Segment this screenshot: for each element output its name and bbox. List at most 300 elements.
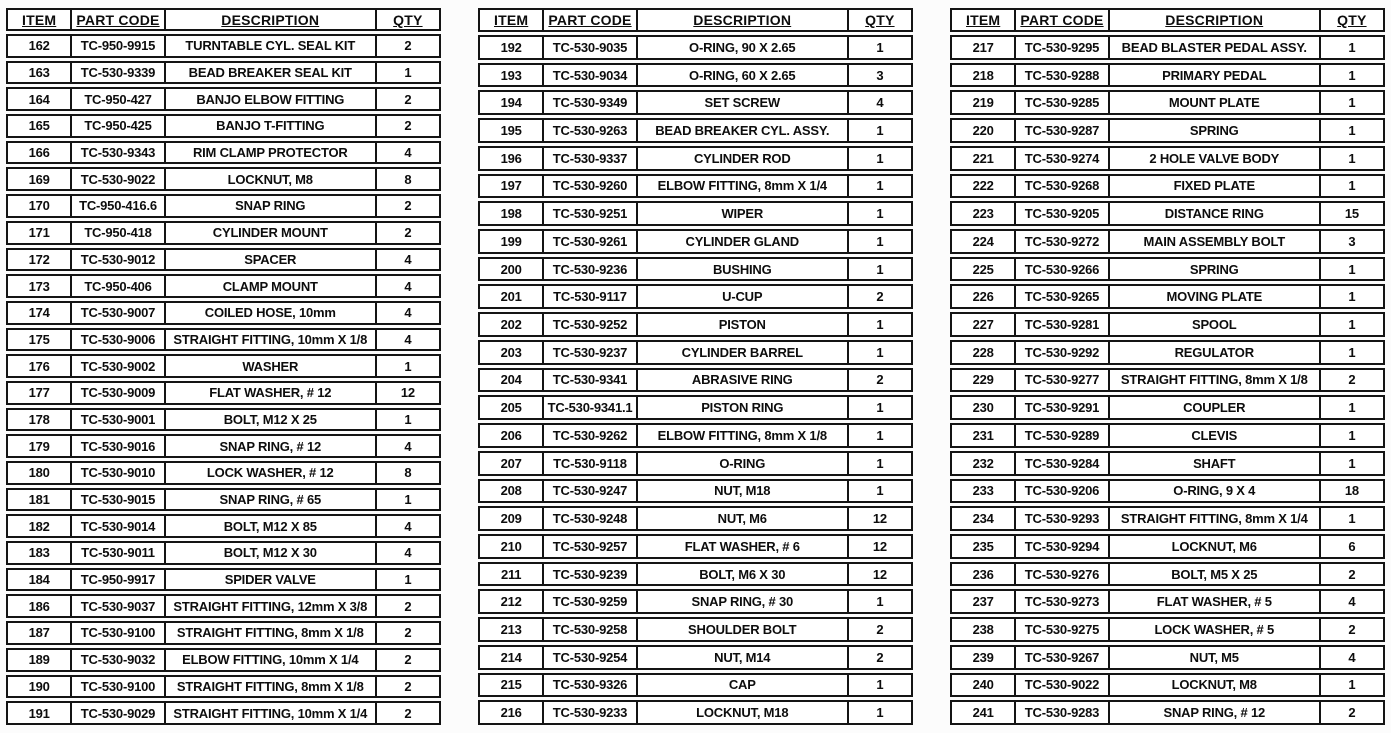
description-cell: MOUNT PLATE xyxy=(1109,90,1320,115)
description-cell: LOCKNUT, M8 xyxy=(1109,673,1320,698)
description-cell: WASHER xyxy=(165,354,376,378)
part-code-cell: TC-950-9917 xyxy=(71,568,165,592)
part-code-cell: TC-530-9001 xyxy=(71,408,165,432)
item-cell: 217 xyxy=(950,35,1015,60)
item-cell: 237 xyxy=(950,589,1015,614)
description-cell: MAIN ASSEMBLY BOLT xyxy=(1109,229,1320,254)
table-row xyxy=(6,141,441,165)
qty-cell: 4 xyxy=(376,274,441,298)
table-row xyxy=(950,479,1385,504)
qty-cell: 1 xyxy=(376,568,441,592)
description-cell: BOLT, M5 X 25 xyxy=(1109,562,1320,587)
item-cell: 226 xyxy=(950,284,1015,309)
part-code-cell: TC-530-9251 xyxy=(543,201,637,226)
description-cell: CLAMP MOUNT xyxy=(165,274,376,298)
table-row xyxy=(478,90,913,115)
item-cell: 183 xyxy=(6,541,71,565)
description-cell: O-RING xyxy=(637,451,848,476)
table-row xyxy=(950,617,1385,642)
part-code-cell: TC-530-9022 xyxy=(71,167,165,191)
description-cell: SPRING xyxy=(1109,118,1320,143)
item-cell: 209 xyxy=(478,506,543,531)
qty-cell: 1 xyxy=(1320,63,1385,88)
part-code-cell: TC-530-9291 xyxy=(1015,395,1109,420)
description-cell: CAP xyxy=(637,673,848,698)
description-cell: SHOULDER BOLT xyxy=(637,617,848,642)
table-row xyxy=(950,174,1385,199)
qty-cell: 4 xyxy=(1320,645,1385,670)
table-row xyxy=(478,118,913,143)
description-cell: RIM CLAMP PROTECTOR xyxy=(165,141,376,165)
item-cell: 224 xyxy=(950,229,1015,254)
part-code-cell: TC-530-9262 xyxy=(543,423,637,448)
qty-cell: 4 xyxy=(848,90,913,115)
qty-cell: 2 xyxy=(848,645,913,670)
description-cell: BOLT, M12 X 25 xyxy=(165,408,376,432)
part-code-cell: TC-530-9037 xyxy=(71,594,165,618)
part-code-cell: TC-530-9258 xyxy=(543,617,637,642)
part-code-cell: TC-530-9266 xyxy=(1015,257,1109,282)
part-code-cell: TC-530-9283 xyxy=(1015,700,1109,725)
table-row xyxy=(6,221,441,245)
item-cell: 189 xyxy=(6,648,71,672)
item-cell: 238 xyxy=(950,617,1015,642)
table-row xyxy=(6,541,441,565)
item-cell: 208 xyxy=(478,479,543,504)
table-row xyxy=(6,274,441,298)
description-cell: STRAIGHT FITTING, 8mm X 1/8 xyxy=(165,675,376,699)
table-row xyxy=(478,63,913,88)
qty-cell: 1 xyxy=(848,589,913,614)
part-code-cell: TC-530-9276 xyxy=(1015,562,1109,587)
part-code-cell: TC-530-9285 xyxy=(1015,90,1109,115)
qty-cell: 18 xyxy=(1320,479,1385,504)
table-row xyxy=(478,673,913,698)
qty-cell: 1 xyxy=(848,146,913,171)
description-cell: FLAT WASHER, # 5 xyxy=(1109,589,1320,614)
description-cell: STRAIGHT FITTING, 12mm X 3/8 xyxy=(165,594,376,618)
qty-cell: 1 xyxy=(848,257,913,282)
part-code-cell: TC-950-427 xyxy=(71,87,165,111)
item-cell: 194 xyxy=(478,90,543,115)
part-code-cell: TC-530-9237 xyxy=(543,340,637,365)
table-row xyxy=(950,673,1385,698)
part-code-cell: TC-530-9288 xyxy=(1015,63,1109,88)
part-code-cell: TC-530-9012 xyxy=(71,248,165,272)
item-cell: 234 xyxy=(950,506,1015,531)
qty-cell: 1 xyxy=(1320,174,1385,199)
table-row xyxy=(478,645,913,670)
qty-cell: 1 xyxy=(848,312,913,337)
qty-cell: 1 xyxy=(1320,423,1385,448)
item-cell: 166 xyxy=(6,141,71,165)
description-cell: SNAP RING xyxy=(165,194,376,218)
item-cell: 171 xyxy=(6,221,71,245)
description-cell: CLEVIS xyxy=(1109,423,1320,448)
item-cell: 170 xyxy=(6,194,71,218)
table-row xyxy=(950,90,1385,115)
table-row xyxy=(478,340,913,365)
item-cell: 216 xyxy=(478,700,543,725)
part-code-cell: TC-950-425 xyxy=(71,114,165,138)
description-cell: CYLINDER ROD xyxy=(637,146,848,171)
part-code-cell: TC-530-9010 xyxy=(71,461,165,485)
part-code-cell: TC-530-9274 xyxy=(1015,146,1109,171)
description-cell: O-RING, 9 X 4 xyxy=(1109,479,1320,504)
qty-cell: 4 xyxy=(1320,589,1385,614)
description-cell: CYLINDER BARREL xyxy=(637,340,848,365)
description-cell: COILED HOSE, 10mm xyxy=(165,301,376,325)
item-cell: 225 xyxy=(950,257,1015,282)
description-cell: REGULATOR xyxy=(1109,340,1320,365)
part-code-cell: TC-950-9915 xyxy=(71,34,165,58)
part-code-cell: TC-530-9011 xyxy=(71,541,165,565)
table-row xyxy=(478,534,913,559)
qty-cell: 1 xyxy=(848,700,913,725)
description-cell: ELBOW FITTING, 8mm X 1/4 xyxy=(637,174,848,199)
part-code-cell: TC-530-9014 xyxy=(71,514,165,538)
part-code-cell: TC-530-9009 xyxy=(71,381,165,405)
qty-cell: 12 xyxy=(376,381,441,405)
table-row xyxy=(478,229,913,254)
qty-cell: 1 xyxy=(376,488,441,512)
qty-cell: 1 xyxy=(1320,395,1385,420)
part-code-cell: TC-530-9016 xyxy=(71,434,165,458)
table-row xyxy=(950,284,1385,309)
table-row xyxy=(950,700,1385,725)
part-code-cell: TC-530-9248 xyxy=(543,506,637,531)
qty-cell: 1 xyxy=(848,118,913,143)
description-cell: BEAD BREAKER SEAL KIT xyxy=(165,61,376,85)
item-cell: 164 xyxy=(6,87,71,111)
item-cell: 220 xyxy=(950,118,1015,143)
item-cell: 181 xyxy=(6,488,71,512)
table-row xyxy=(950,562,1385,587)
item-cell: 162 xyxy=(6,34,71,58)
qty-cell: 4 xyxy=(376,514,441,538)
table-row xyxy=(950,146,1385,171)
part-code-cell: TC-530-9284 xyxy=(1015,451,1109,476)
description-cell: PISTON xyxy=(637,312,848,337)
table-row xyxy=(478,257,913,282)
qty-cell: 1 xyxy=(1320,451,1385,476)
part-code-cell: TC-530-9293 xyxy=(1015,506,1109,531)
qty-cell: 1 xyxy=(1320,673,1385,698)
part-code-cell: TC-530-9277 xyxy=(1015,368,1109,393)
description-cell: LOCK WASHER, # 5 xyxy=(1109,617,1320,642)
qty-cell: 2 xyxy=(376,114,441,138)
description-cell: CYLINDER GLAND xyxy=(637,229,848,254)
part-code-cell: TC-530-9339 xyxy=(71,61,165,85)
table-row xyxy=(478,700,913,725)
part-code-cell: TC-530-9029 xyxy=(71,701,165,725)
description-cell: FLAT WASHER, # 6 xyxy=(637,534,848,559)
qty-cell: 12 xyxy=(848,506,913,531)
column-header-part-code: PART CODE xyxy=(71,8,165,31)
description-cell: BOLT, M12 X 85 xyxy=(165,514,376,538)
qty-cell: 1 xyxy=(848,423,913,448)
table-row xyxy=(950,257,1385,282)
part-code-cell: TC-530-9341 xyxy=(543,368,637,393)
column-header-description: DESCRIPTION xyxy=(1109,8,1320,32)
description-cell: SET SCREW xyxy=(637,90,848,115)
item-cell: 180 xyxy=(6,461,71,485)
column-header-part-code: PART CODE xyxy=(1015,8,1109,32)
item-cell: 199 xyxy=(478,229,543,254)
table-row xyxy=(950,63,1385,88)
item-cell: 236 xyxy=(950,562,1015,587)
description-cell: SPIDER VALVE xyxy=(165,568,376,592)
qty-cell: 2 xyxy=(376,701,441,725)
item-cell: 204 xyxy=(478,368,543,393)
item-cell: 198 xyxy=(478,201,543,226)
qty-cell: 2 xyxy=(376,87,441,111)
qty-cell: 2 xyxy=(848,368,913,393)
item-cell: 182 xyxy=(6,514,71,538)
item-cell: 202 xyxy=(478,312,543,337)
item-cell: 213 xyxy=(478,617,543,642)
qty-cell: 4 xyxy=(376,434,441,458)
qty-cell: 1 xyxy=(1320,340,1385,365)
part-code-cell: TC-530-9100 xyxy=(71,621,165,645)
qty-cell: 2 xyxy=(1320,368,1385,393)
part-code-cell: TC-530-9118 xyxy=(543,451,637,476)
part-code-cell: TC-530-9002 xyxy=(71,354,165,378)
part-code-cell: TC-530-9341.1 xyxy=(543,395,637,420)
item-cell: 163 xyxy=(6,61,71,85)
item-cell: 222 xyxy=(950,174,1015,199)
table-row xyxy=(478,201,913,226)
qty-cell: 6 xyxy=(1320,534,1385,559)
column-header-description: DESCRIPTION xyxy=(637,8,848,32)
qty-cell: 1 xyxy=(848,479,913,504)
item-cell: 206 xyxy=(478,423,543,448)
qty-cell: 2 xyxy=(848,284,913,309)
qty-cell: 1 xyxy=(848,340,913,365)
table-row xyxy=(6,114,441,138)
column-header-qty: QTY xyxy=(376,8,441,31)
item-cell: 179 xyxy=(6,434,71,458)
item-cell: 230 xyxy=(950,395,1015,420)
description-cell: BOLT, M6 X 30 xyxy=(637,562,848,587)
table-row xyxy=(6,61,441,85)
table-row xyxy=(6,301,441,325)
table-row xyxy=(6,514,441,538)
part-code-cell: TC-530-9289 xyxy=(1015,423,1109,448)
qty-cell: 2 xyxy=(848,617,913,642)
description-cell: WIPER xyxy=(637,201,848,226)
description-cell: SNAP RING, # 30 xyxy=(637,589,848,614)
part-code-cell: TC-530-9034 xyxy=(543,63,637,88)
qty-cell: 2 xyxy=(1320,562,1385,587)
item-cell: 186 xyxy=(6,594,71,618)
item-cell: 175 xyxy=(6,328,71,352)
item-cell: 173 xyxy=(6,274,71,298)
item-cell: 214 xyxy=(478,645,543,670)
item-cell: 201 xyxy=(478,284,543,309)
header-row xyxy=(950,8,1385,32)
description-cell: SNAP RING, # 65 xyxy=(165,488,376,512)
part-code-cell: TC-530-9343 xyxy=(71,141,165,165)
description-cell: SPACER xyxy=(165,248,376,272)
description-cell: STRAIGHT FITTING, 8mm X 1/8 xyxy=(165,621,376,645)
column-header-part-code: PART CODE xyxy=(543,8,637,32)
part-code-cell: TC-530-9326 xyxy=(543,673,637,698)
table-row xyxy=(6,381,441,405)
description-cell: CYLINDER MOUNT xyxy=(165,221,376,245)
column-header-item: ITEM xyxy=(478,8,543,32)
qty-cell: 1 xyxy=(848,35,913,60)
table-row xyxy=(6,594,441,618)
item-cell: 169 xyxy=(6,167,71,191)
item-cell: 232 xyxy=(950,451,1015,476)
description-cell: BUSHING xyxy=(637,257,848,282)
table-row xyxy=(950,118,1385,143)
qty-cell: 4 xyxy=(376,541,441,565)
table-row xyxy=(950,229,1385,254)
description-cell: LOCKNUT, M6 xyxy=(1109,534,1320,559)
part-code-cell: TC-530-9022 xyxy=(1015,673,1109,698)
part-code-cell: TC-950-418 xyxy=(71,221,165,245)
part-code-cell: TC-530-9273 xyxy=(1015,589,1109,614)
item-cell: 210 xyxy=(478,534,543,559)
part-code-cell: TC-530-9206 xyxy=(1015,479,1109,504)
description-cell: NUT, M5 xyxy=(1109,645,1320,670)
table-row xyxy=(478,35,913,60)
description-cell: SPOOL xyxy=(1109,312,1320,337)
part-code-cell: TC-530-9294 xyxy=(1015,534,1109,559)
part-code-cell: TC-530-9205 xyxy=(1015,201,1109,226)
part-code-cell: TC-530-9006 xyxy=(71,328,165,352)
part-code-cell: TC-530-9252 xyxy=(543,312,637,337)
item-cell: 228 xyxy=(950,340,1015,365)
table-row xyxy=(6,354,441,378)
table-row xyxy=(6,434,441,458)
table-row xyxy=(950,451,1385,476)
description-cell: COUPLER xyxy=(1109,395,1320,420)
description-cell: MOVING PLATE xyxy=(1109,284,1320,309)
item-cell: 176 xyxy=(6,354,71,378)
item-cell: 215 xyxy=(478,673,543,698)
qty-cell: 1 xyxy=(848,201,913,226)
qty-cell: 1 xyxy=(848,174,913,199)
part-code-cell: TC-530-9349 xyxy=(543,90,637,115)
part-code-cell: TC-530-9254 xyxy=(543,645,637,670)
part-code-cell: TC-530-9337 xyxy=(543,146,637,171)
table-row xyxy=(6,675,441,699)
item-cell: 240 xyxy=(950,673,1015,698)
table-row xyxy=(950,534,1385,559)
table-row xyxy=(6,461,441,485)
description-cell: NUT, M18 xyxy=(637,479,848,504)
item-cell: 211 xyxy=(478,562,543,587)
table-row xyxy=(478,479,913,504)
qty-cell: 2 xyxy=(1320,700,1385,725)
table-row xyxy=(478,146,913,171)
qty-cell: 1 xyxy=(1320,146,1385,171)
qty-cell: 1 xyxy=(1320,118,1385,143)
qty-cell: 1 xyxy=(1320,257,1385,282)
parts-table-3 xyxy=(950,5,1385,728)
description-cell: BEAD BREAKER CYL. ASSY. xyxy=(637,118,848,143)
qty-cell: 1 xyxy=(376,61,441,85)
qty-cell: 1 xyxy=(1320,35,1385,60)
column-header-description: DESCRIPTION xyxy=(165,8,376,31)
part-code-cell: TC-530-9236 xyxy=(543,257,637,282)
column-header-item: ITEM xyxy=(6,8,71,31)
description-cell: ABRASIVE RING xyxy=(637,368,848,393)
table-row xyxy=(6,621,441,645)
part-code-cell: TC-950-406 xyxy=(71,274,165,298)
item-cell: 197 xyxy=(478,174,543,199)
item-cell: 165 xyxy=(6,114,71,138)
table-row xyxy=(478,395,913,420)
table-row xyxy=(950,589,1385,614)
table-row xyxy=(478,368,913,393)
description-cell: PISTON RING xyxy=(637,395,848,420)
item-cell: 193 xyxy=(478,63,543,88)
column-header-qty: QTY xyxy=(1320,8,1385,32)
item-cell: 184 xyxy=(6,568,71,592)
description-cell: LOCK WASHER, # 12 xyxy=(165,461,376,485)
qty-cell: 3 xyxy=(1320,229,1385,254)
item-cell: 196 xyxy=(478,146,543,171)
qty-cell: 2 xyxy=(376,675,441,699)
table-row xyxy=(478,617,913,642)
item-cell: 192 xyxy=(478,35,543,60)
item-cell: 187 xyxy=(6,621,71,645)
table-row xyxy=(6,167,441,191)
item-cell: 207 xyxy=(478,451,543,476)
description-cell: LOCKNUT, M18 xyxy=(637,700,848,725)
table-row xyxy=(478,312,913,337)
qty-cell: 1 xyxy=(1320,90,1385,115)
parts-table-1 xyxy=(6,5,441,728)
parts-table-2 xyxy=(478,5,913,728)
table-row xyxy=(950,395,1385,420)
qty-cell: 12 xyxy=(848,562,913,587)
item-cell: 178 xyxy=(6,408,71,432)
part-code-cell: TC-530-9233 xyxy=(543,700,637,725)
description-cell: BOLT, M12 X 30 xyxy=(165,541,376,565)
description-cell: SNAP RING, # 12 xyxy=(1109,700,1320,725)
description-cell: PRIMARY PEDAL xyxy=(1109,63,1320,88)
description-cell: FIXED PLATE xyxy=(1109,174,1320,199)
item-cell: 205 xyxy=(478,395,543,420)
description-cell: FLAT WASHER, # 12 xyxy=(165,381,376,405)
description-cell: TURNTABLE CYL. SEAL KIT xyxy=(165,34,376,58)
item-cell: 239 xyxy=(950,645,1015,670)
table-row xyxy=(478,423,913,448)
item-cell: 221 xyxy=(950,146,1015,171)
item-cell: 229 xyxy=(950,368,1015,393)
table-row xyxy=(950,340,1385,365)
qty-cell: 1 xyxy=(1320,284,1385,309)
header-row xyxy=(6,8,441,31)
item-cell: 231 xyxy=(950,423,1015,448)
table-row xyxy=(6,87,441,111)
part-code-cell: TC-530-9100 xyxy=(71,675,165,699)
column-header-item: ITEM xyxy=(950,8,1015,32)
part-code-cell: TC-530-9265 xyxy=(1015,284,1109,309)
table-row xyxy=(6,648,441,672)
description-cell: ELBOW FITTING, 8mm X 1/8 xyxy=(637,423,848,448)
qty-cell: 2 xyxy=(376,194,441,218)
description-cell: DISTANCE RING xyxy=(1109,201,1320,226)
part-code-cell: TC-950-416.6 xyxy=(71,194,165,218)
table-row xyxy=(950,312,1385,337)
table-row xyxy=(478,562,913,587)
